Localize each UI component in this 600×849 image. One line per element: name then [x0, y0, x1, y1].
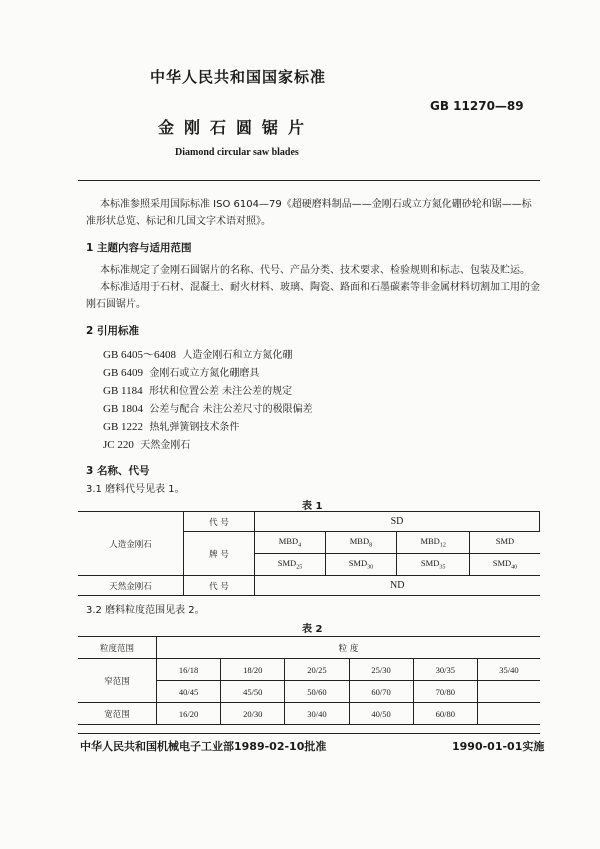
national-standard-label: 中华人民共和国国家标准 [150, 68, 327, 86]
grain-cell: 40/50 [349, 703, 413, 725]
grain-cell: 60/70 [349, 681, 413, 703]
english-title: Diamond circular saw blades [175, 147, 299, 158]
table-2 [78, 636, 540, 725]
section-3-1: 3.1 磨料代号见表 1。 [86, 484, 185, 495]
section-2-heading: 2 引用标准 [86, 325, 139, 337]
ref-desc: 公差与配合 未注公差尺寸的极限偏差 [149, 404, 313, 415]
grain-cell: 45/50 [221, 681, 285, 703]
ref-code: GB 6405～6408 [103, 349, 177, 361]
synthetic-code: SD [255, 512, 540, 532]
ref-desc: 形状和位置公差 未注公差的规定 [148, 386, 293, 397]
ref-code: JC 220 [103, 439, 134, 451]
synthetic-diamond-label: 人造金刚石 [78, 512, 184, 576]
section-1-para-1: 本标准规定了金刚石圆锯片的名称、代号、产品分类、技术要求、检验规则和标志、包装及贮运。 [100, 265, 530, 276]
grain-cell: 35/40 [477, 659, 540, 681]
bottom-divider [78, 733, 540, 734]
grade-label: 牌 号 [184, 532, 255, 576]
table-1-caption: 表 1 [302, 501, 323, 512]
grain-cell [477, 703, 540, 725]
grain-cell: 18/20 [221, 659, 285, 681]
ref-item [103, 400, 313, 415]
grain-range-label: 粒度范围 [78, 637, 157, 659]
grade-cell: $MBD_{12}$ [396, 532, 470, 554]
code-label: 代 号 [184, 512, 255, 532]
standard-code: GB 11270—89 [430, 99, 524, 113]
ref-item [103, 346, 292, 362]
intro-line-2: 准形状总览、标记和几国文字术语对照》。 [86, 216, 271, 227]
ref-code: GB 1184 [103, 385, 143, 397]
grain-cell: 20/30 [221, 703, 285, 725]
grain-cell: 25/30 [349, 659, 413, 681]
grain-cell: 30/35 [413, 659, 477, 681]
implementation-date: 1990-01-01实施 [452, 740, 545, 753]
grain-cell: 60/80 [413, 703, 477, 725]
table-1 [78, 511, 540, 596]
ref-desc: 人造金刚石和立方氮化硼 [182, 350, 293, 361]
approval-note: 中华人民共和国机械电子工业部1989-02-10批准 [80, 740, 327, 753]
section-1-para-2-line-1: 本标准适用于石材、混凝土、耐火材料、玻璃、陶瓷、路面和石墨碳素等非金属材料切割加工用的金 [100, 282, 540, 293]
grain-cell: 16/18 [157, 659, 221, 681]
grade-cell: $MBD_4$ [255, 532, 326, 554]
ref-desc: 金刚石或立方氮化硼磨具 [149, 368, 260, 379]
ref-code: GB 1804 [103, 403, 144, 415]
ref-item [103, 436, 190, 451]
table-2-caption: 表 2 [302, 624, 323, 635]
grade-cell: $SMD_{25}$ [255, 554, 326, 576]
grain-cell: 30/40 [285, 703, 349, 725]
ref-item [103, 382, 292, 397]
wide-range-label: 宽范围 [78, 703, 157, 725]
section-3-2: 3.2 磨料粒度范围见表 2。 [86, 605, 205, 616]
grain-cell: 40/45 [157, 681, 221, 703]
section-3-heading: 3 名称、代号 [86, 465, 150, 477]
top-divider [78, 180, 540, 181]
grain-cell: 20/25 [285, 659, 349, 681]
grade-cell: $SMD_{35}$ [396, 554, 470, 576]
section-1-heading: 1 主题内容与适用范围 [86, 242, 192, 254]
grade-cell: $SMD_{40}$ [470, 554, 540, 576]
natural-code: ND [255, 576, 540, 596]
ref-item [103, 364, 259, 379]
intro-line-1: 本标准参照采用国际标准 ISO 6104—79《超硬磨料制品——金刚石或立方氮化硼砂轮和锯——标 [100, 199, 532, 210]
grain-cell: 50/60 [285, 681, 349, 703]
grain-size-label: 粒 度 [157, 637, 541, 659]
document-title: 金刚石圆锯片 [158, 118, 315, 137]
grade-cell: $SMD_{30}$ [325, 554, 396, 576]
ref-code: GB 6409 [103, 367, 144, 379]
code-label: 代 号 [184, 576, 255, 596]
grade-cell: $MBD_8$ [325, 532, 396, 554]
grain-cell: 70/80 [413, 681, 477, 703]
ref-item [103, 418, 239, 433]
section-1-para-2-line-2: 刚石圆锯片。 [86, 299, 146, 310]
grade-cell: SMD [470, 532, 540, 554]
grain-cell [477, 681, 540, 703]
grain-cell: 16/20 [157, 703, 221, 725]
narrow-range-label: 窄范围 [78, 659, 157, 703]
natural-diamond-label: 天然金刚石 [78, 576, 184, 596]
ref-desc: 天然金刚石 [140, 440, 191, 451]
ref-desc: 热轧弹簧钢技术条件 [149, 422, 240, 433]
ref-code: GB 1222 [103, 421, 144, 433]
